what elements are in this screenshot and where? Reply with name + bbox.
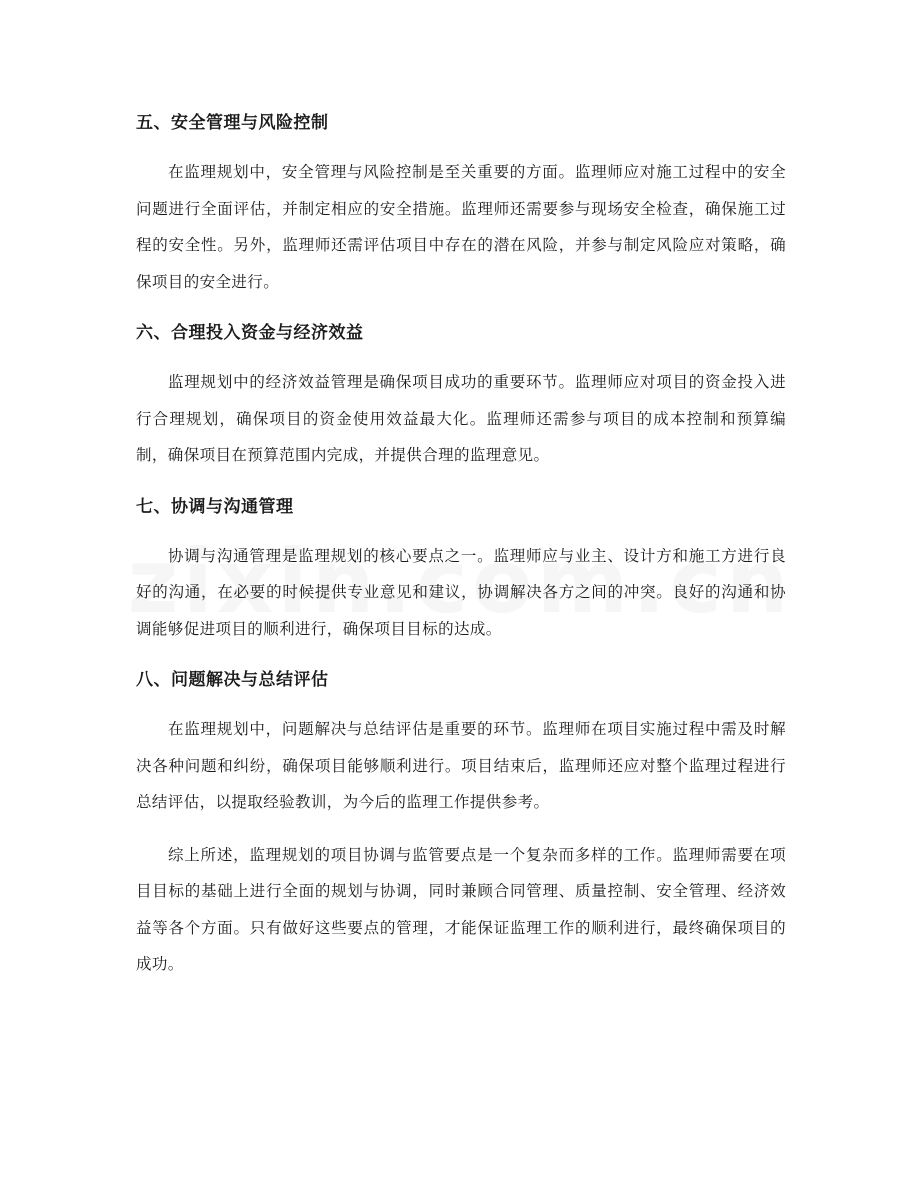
section-6 bbox=[136, 316, 786, 474]
section-heading: 七、协调与沟通管理 bbox=[136, 496, 294, 517]
document-body bbox=[136, 106, 786, 999]
section-heading: 五、安全管理与风险控制 bbox=[136, 113, 329, 133]
section-heading: 八、问题解决与总结评估 bbox=[136, 670, 329, 690]
section-paragraph: 协调与沟通管理是监理规划的核心要点之一。监理师应与业主、设计方和施工方进行良好的沟通，在必要的时候提供专业意见和建议，协调解决各方之间的冲突。良好的沟通和协调能够促进项目的顺利进行，确保项目目标的达成。 bbox=[136, 546, 786, 638]
section-paragraph: 在监理规划中，问题解决与总结评估是重要的环节。监理师在项目实施过程中需及时解决各种问题和纠纷，确保项目能够顺利进行。项目结束后，监理师还应对整个监理过程进行总结评估，以提取经验教训，为今后的监理工作提供参考。 bbox=[136, 720, 786, 811]
section-paragraph: 在监理规划中，安全管理与风险控制是至关重要的方面。监理师应对施工过程中的安全问题进行全面评估，并制定相应的安全措施。监理师还需要参与现场安全检查，确保施工过程的安全性。另外，监理师还需评估项目中存在的潜在风险，并参与制定风险应对策略，确保项目的安全进行。 bbox=[136, 163, 786, 291]
section-heading: 六、合理投入资金与经济效益 bbox=[136, 323, 364, 343]
section-5 bbox=[136, 106, 786, 300]
section-8 bbox=[136, 663, 786, 821]
section-paragraph: 监理规划中的经济效益管理是确保项目成功的重要环节。监理师应对项目的资金投入进行合理规划，确保项目的资金使用效益最大化。监理师还需参与项目的成本控制和预算编制，确保项目在预算范围内完成，并提供合理的监理意见。 bbox=[136, 373, 786, 464]
section-7 bbox=[136, 490, 786, 648]
conclusion-paragraph: 综上所述，监理规划的项目协调与监管要点是一个复杂而多样的工作。监理师需要在项目目标的基础上进行全面的规划与协调，同时兼顾合同管理、质量控制、安全管理、经济效益等各个方面。只有做好这些要点的管理，才能保证监理工作的顺利进行，最终确保项目的成功。 bbox=[136, 845, 786, 973]
